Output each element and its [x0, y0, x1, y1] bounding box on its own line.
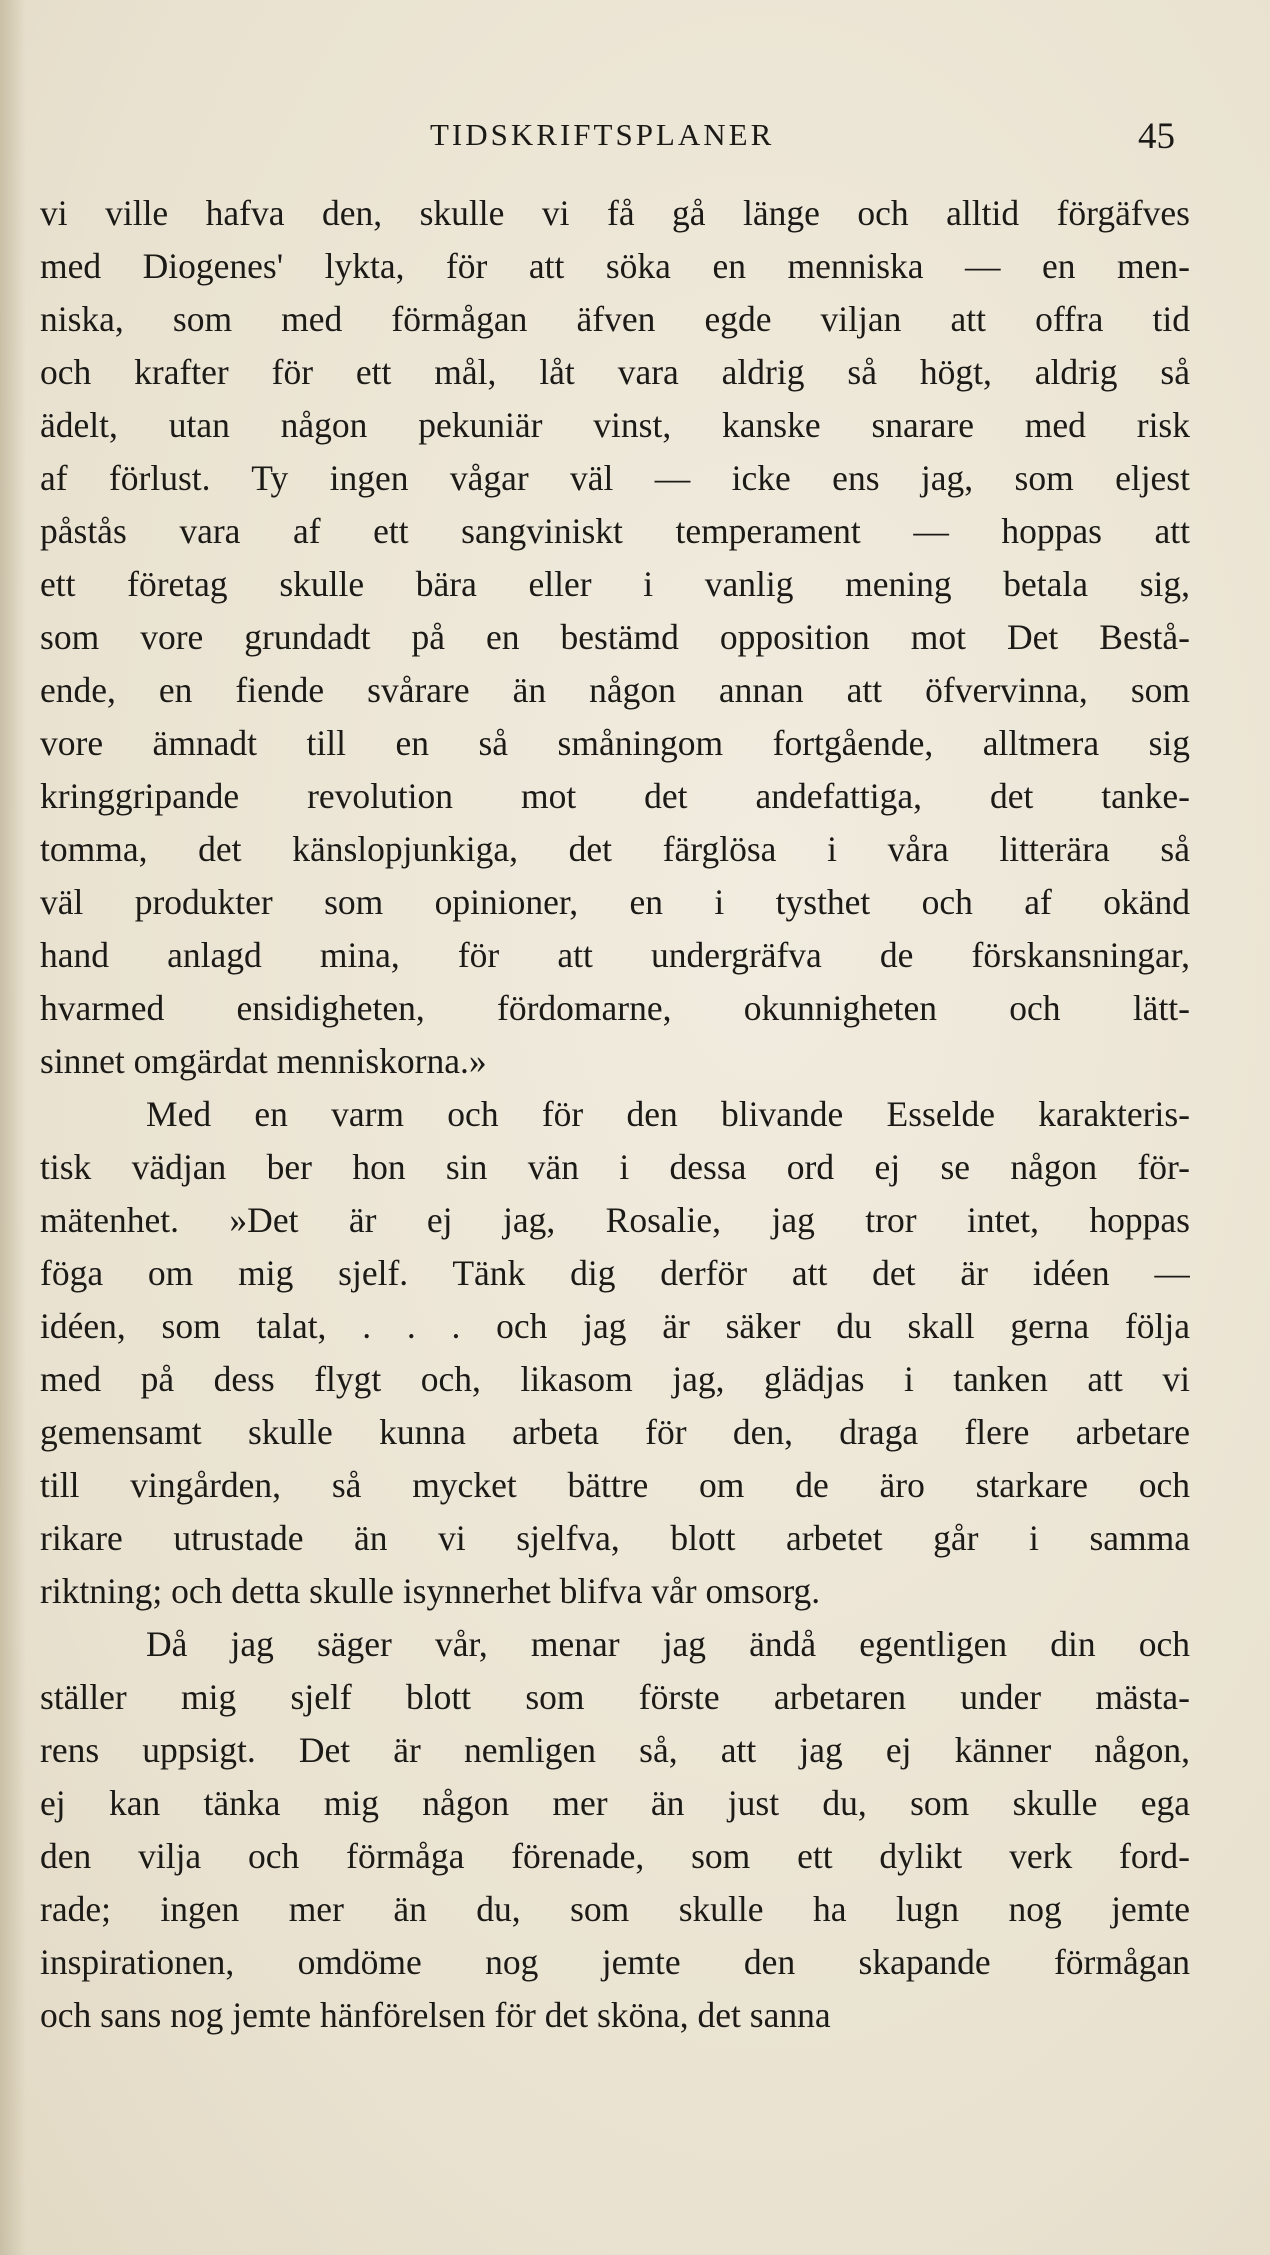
text-line: vi ville hafva den, skulle vi få gå länge och alltid förgäfves [40, 193, 1190, 233]
text-line: af förlust. Ty ingen vågar väl — icke ens jag, som eljest [40, 458, 1190, 498]
text-line: riktning; och detta skulle isynnerhet blifva vår omsorg. [40, 1571, 821, 1611]
text-line: gemensamt skulle kunna arbeta för den, draga flere arbetare [40, 1412, 1190, 1452]
text-line: föga om mig sjelf. Tänk dig derför att det är idéen — [40, 1253, 1190, 1293]
running-title: TIDSKRIFTSPLANER [430, 117, 775, 152]
paragraph-start-line: Då jag säger vår, menar jag ändå egentligen din och [146, 1624, 1190, 1664]
text-line: sinnet omgärdat menniskorna.» [40, 1041, 487, 1081]
page-gutter-shadow [0, 0, 26, 2255]
running-head [0, 110, 1270, 160]
text-line: ende, en fiende svårare än någon annan att öfvervinna, som [40, 670, 1190, 710]
text-line: idéen, som talat, . . . och jag är säker du skall gerna följa [40, 1306, 1190, 1346]
page-number: 45 [1138, 116, 1175, 157]
text-line: inspirationen, omdöme nog jemte den skapande förmågan [40, 1942, 1190, 1982]
text-line: ställer mig sjelf blott som förste arbetaren under mästa- [40, 1677, 1190, 1717]
text-line: ädelt, utan någon pekuniär vinst, kanske snarare med risk [40, 405, 1190, 445]
text-line: som vore grundadt på en bestämd opposition mot Det Bestå- [40, 617, 1190, 657]
text-line: rens uppsigt. Det är nemligen så, att jag ej känner någon, [40, 1730, 1190, 1770]
text-line: rade; ingen mer än du, som skulle ha lugn nog jemte [40, 1889, 1190, 1929]
text-line: ett företag skulle bära eller i vanlig mening betala sig, [40, 564, 1190, 604]
text-line: tisk vädjan ber hon sin vän i dessa ord ej se någon för- [40, 1147, 1190, 1187]
text-line: niska, som med förmågan äfven egde viljan att offra tid [40, 299, 1190, 339]
text-line: och sans nog jemte hänförelsen för det sköna, det sanna [40, 1995, 831, 2035]
text-line: till vingården, så mycket bättre om de äro starkare och [40, 1465, 1190, 1505]
text-line: ej kan tänka mig någon mer än just du, som skulle ega [40, 1783, 1190, 1823]
text-line: med Diogenes' lykta, för att söka en menniska — en men- [40, 246, 1190, 286]
text-line: hvarmed ensidigheten, fördomarne, okunnigheten och lätt- [40, 988, 1190, 1028]
text-line: hand anlagd mina, för att undergräfva de förskansningar, [40, 935, 1190, 975]
paragraph-start-line: Med en varm och för den blivande Esselde karakteris- [146, 1094, 1190, 1134]
text-line: kringgripande revolution mot det andefattiga, det tanke- [40, 776, 1190, 816]
text-line: rikare utrustade än vi sjelfva, blott arbetet går i samma [40, 1518, 1190, 1558]
text-line: påstås vara af ett sangviniskt temperament — hoppas att [40, 511, 1190, 551]
text-line: mätenhet. »Det är ej jag, Rosalie, jag tror intet, hoppas [40, 1200, 1190, 1240]
text-line: och krafter för ett mål, låt vara aldrig så högt, aldrig så [40, 352, 1190, 392]
text-line: väl produkter som opinioner, en i tysthet och af okänd [40, 882, 1190, 922]
text-line: vore ämnadt till en så småningom fortgående, alltmera sig [40, 723, 1190, 763]
text-line: den vilja och förmåga förenade, som ett dylikt verk ford- [40, 1836, 1190, 1876]
text-line: med på dess flygt och, likasom jag, glädjas i tanken att vi [40, 1359, 1190, 1399]
body-text [40, 187, 1190, 2042]
text-line: tomma, det känslopjunkiga, det färglösa i våra litterära så [40, 829, 1190, 869]
